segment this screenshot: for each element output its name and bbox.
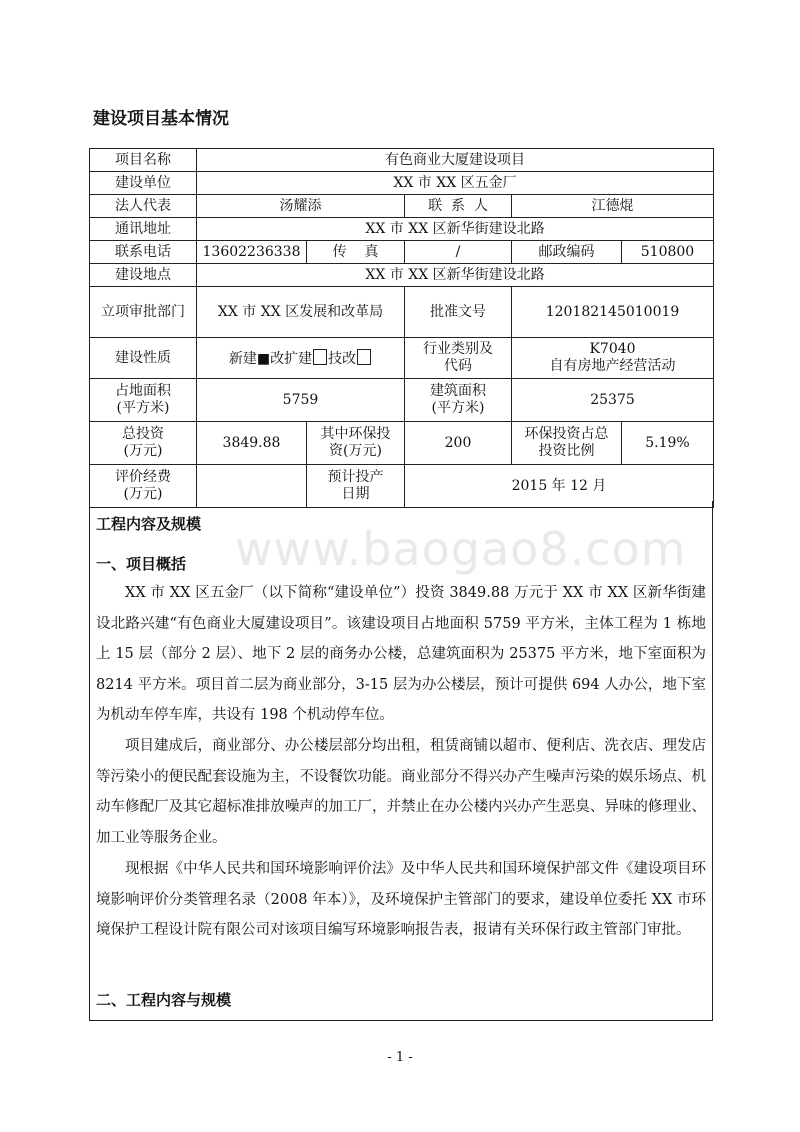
project-scope-section — [89, 501, 713, 1021]
paragraph-usage: 项目建成后，商业部分、办公楼层部分均出租，租赁商铺以超市、便利店、洗衣店、理发店等污染小的便民配套设施为主，不设餐饮功能。商业部分不得兴办产生噪声污染的娱乐场点、机动车修配厂及其它超标准排放噪声的加工厂，并禁止在办公楼内兴办产生恶臭、异味的修理业、加工业等服务企业。 — [96, 738, 706, 846]
env-ratio: 5.19% — [622, 422, 714, 465]
industry-code: K7040 — [589, 341, 636, 357]
address-label: 通讯地址 — [90, 218, 197, 241]
table-row — [90, 264, 714, 287]
checkbox — [357, 349, 371, 365]
env-invest: 200 — [405, 422, 512, 465]
land-area: 5759 — [197, 379, 405, 422]
total-invest-label: 总投资(万元) — [90, 422, 197, 465]
env-ratio-label: 环保投资占总投资比例 — [512, 422, 622, 465]
paragraph-overview: XX 市 XX 区五金厂（以下简称“建设单位”）投资 3849.88 万元于 XX 市 XX 区新华街建设北路兴建“有色商业大厦建设项目”。该建设项目占地面积 5759 平方米，主体工程为 1 栋地上 15 层（部分 2 层）、地下 2 层的商务办公楼，总建筑面积为 25375 平方米，地下室面积为 8214 平方米。项目首二层为商业部分，3-15 层为办公楼层，预计可提供 694 人办公，地下室为机动车停车库，共设有 198 个机动停车位。 — [96, 585, 706, 723]
builder-label: 建设单位 — [90, 172, 197, 195]
table-row — [90, 338, 714, 379]
legal-rep-label: 法人代表 — [90, 195, 197, 218]
env-invest-label: 其中环保投资(万元) — [307, 422, 405, 465]
floor-area: 25375 — [512, 379, 714, 422]
phone: 13602236338 — [197, 241, 307, 264]
start-date-label: 预计投产日期 — [307, 465, 405, 508]
postcode: 510800 — [622, 241, 714, 264]
table-row — [90, 218, 714, 241]
basic-info-table — [89, 148, 714, 508]
table-row — [90, 241, 714, 264]
section-heading: 工程内容及规模 — [96, 515, 202, 533]
page-number: - 1 - — [387, 1050, 413, 1065]
table-row — [90, 195, 714, 218]
nature-tech: 技改 — [328, 350, 357, 367]
project-name-label: 项目名称 — [90, 149, 197, 172]
nature-expand: 改扩建 — [270, 350, 313, 367]
nature-options — [197, 338, 405, 379]
approval-dept-label: 立项审批部门 — [90, 287, 197, 338]
address: XX 市 XX 区新华街建设北路 — [197, 218, 714, 241]
floor-area-label: 建筑面积(平方米) — [405, 379, 512, 422]
subheading-overview: 一、项目概括 — [96, 555, 187, 573]
checkbox — [313, 349, 327, 365]
land-area-label: 占地面积(平方米) — [90, 379, 197, 422]
page-title: 建设项目基本情况 — [93, 109, 229, 129]
table-row — [90, 379, 714, 422]
contact: 江德焜 — [512, 195, 714, 218]
nature-label: 建设性质 — [90, 338, 197, 379]
fax-label: 传 真 — [307, 241, 405, 264]
subheading-scope: 二、工程内容与规模 — [96, 991, 232, 1009]
location: XX 市 XX 区新华街建设北路 — [197, 264, 714, 287]
eval-fee-label: 评价经费(万元) — [90, 465, 197, 508]
approval-dept: XX 市 XX 区发展和改革局 — [197, 287, 405, 338]
start-date: 2015 年 12 月 — [405, 465, 714, 508]
watermark: www.baogao8.com — [235, 522, 687, 576]
phone-label: 联系电话 — [90, 241, 197, 264]
builder: XX 市 XX 区五金厂 — [197, 172, 714, 195]
project-name: 有色商业大厦建设项目 — [197, 149, 714, 172]
paragraph-basis: 现根据《中华人民共和国环境影响评价法》及中华人民共和国环境保护部文件《建设项目环境影响评价分类管理名录（2008 年本）》，及环境保护主管部门的要求，建设单位委托 XX 市环境保护工程设计院有限公司对该项目编写环境影响报告表，报请有关环保行政主管部门审批。 — [96, 861, 706, 938]
fax: / — [405, 241, 512, 264]
contact-label: 联 系 人 — [405, 195, 512, 218]
location-label: 建设地点 — [90, 264, 197, 287]
postcode-label: 邮政编码 — [512, 241, 622, 264]
legal-rep: 汤耀添 — [197, 195, 405, 218]
nature-new: 新建■ — [228, 350, 271, 367]
table-row — [90, 172, 714, 195]
total-invest: 3849.88 — [197, 422, 307, 465]
approval-no-label: 批准文号 — [405, 287, 512, 338]
industry-name: 自有房地产经营活动 — [549, 358, 676, 374]
industry — [512, 338, 714, 379]
approval-no: 120182145010019 — [512, 287, 714, 338]
table-row — [90, 422, 714, 465]
table-row — [90, 149, 714, 172]
table-row — [90, 287, 714, 338]
industry-label: 行业类别及代码 — [405, 338, 512, 379]
